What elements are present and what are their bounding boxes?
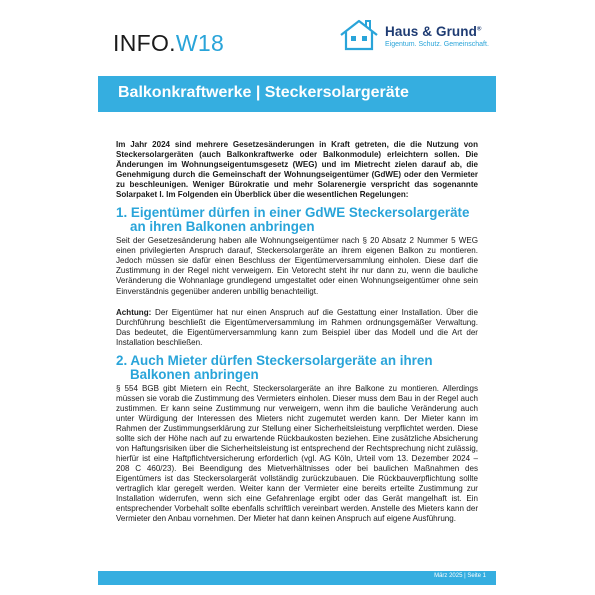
document-body <box>116 140 478 524</box>
house-outline-icon <box>338 18 382 52</box>
section-2-heading: 2. Auch Mieter dürfen Steckersolargeräte an ihren Balkonen anbringen <box>116 352 433 382</box>
page-info: März 2025 | Seite 1 <box>434 573 486 579</box>
document-code-prefix: INFO. <box>113 30 176 56</box>
section-2-paragraph: § 554 BGB gibt Mietern ein Recht, Steckersolargeräte an ihre Balkone zu montieren. Allerdings müssen sie vorab die Zustimmung des Vermieters einholen. Dieser muss dem Bau in der Regel auch zustimmen. Er kann seine Zustimmung nur verweigern, wenn ihm die bauliche Veränderung auch unter Würdigung der Interessen des Mieters nicht zugemutet werden kann. Der Mieter kann im Rahmen der Zustimmungserklärung zur Stellung einer Sicherheitsleistung verpflichtet werden. Diese sollte sich der Höhe nach auf zu erwartende Rückbaukosten beziehen. Eine zusätzliche Absicherung von Haftungsrisiken über die Sicherheitsleistung ist entsprechend der Rechtsprechung nicht zulässig, hierfür ist eine Haftpflichtversicherung erforderlich (vgl. AG Köln, Urteil vom 13. Dezember 2024 – 208 C 460/23). Bei Beendigung des Mietverhältnisses oder bei baulichen Maßnahmen des Eigentümers ist das Steckersolargerät vollständig zurückzubauen. Die Rückbauverpflichtung sollte vertraglich klar geregelt werden. Weiter kann der Vermieter eine bereits erteilte Zustimmung zur Installation widerrufen, wenn sich eine Gefahrenlage ergibt oder das Gerät mangelhaft ist. Ein entsprechender Vorbehalt sollte ebenfalls schriftlich vereinbart werden. Anstelle des Mieters kann der Vermieter den Anbau vornehmen. Der Mieter hat dann keinen Anspruch auf eigene Ausführung. <box>116 383 478 524</box>
section-1-note <box>116 308 478 348</box>
footer-banner <box>98 571 496 585</box>
section-1-paragraph: Seit der Gesetzesänderung haben alle Wohnungseigentümer nach § 20 Absatz 2 Nummer 5 WEG einen privilegierten Anspruch darauf, Steckersolargeräte an ihrem eigenen Balkon zu montieren. Jedoch müssen sie dafür einen Beschluss der Eigentümerversammlung einholen. Diese darf die Zustimmung in der Regel nicht verweigern. Ein Vetorecht steht ihr nur dann zu, wenn die bauliche Veränderung die Wohnanlage grundlegend umgestaltet oder einen Wohnungseigentümer ohne sein Einverständnis gegenüber anderen unbillig benachteiligt. <box>116 236 478 296</box>
registered-mark: ® <box>476 26 482 33</box>
brand-logo <box>338 18 498 54</box>
page-header <box>0 0 595 72</box>
document-code <box>113 30 224 57</box>
note-label: Achtung: <box>116 307 152 317</box>
title-banner <box>98 76 496 112</box>
brand-name: Haus & Grund® <box>385 24 482 39</box>
document-code-number: W18 <box>175 30 225 56</box>
document-title: Balkonkraftwerke | Steckersolargeräte <box>118 84 409 101</box>
intro-paragraph: Im Jahr 2024 sind mehrere Gesetzesänderungen in Kraft getreten, die die Nutzung von Steckersolargeräten (auch Balkonkraftwerke oder Balkonmodule) erleichtern sollen. Die Änderungen im Wohnungseigentumsgesetz (WEG) und im Mietrecht zielen darauf ab, die Genehmigung durch die Gemeinschaft der Wohnungseigentümer (GdWE) oder den Vermieter zu beschleunigen. Weniger Bürokratie und mehr Solarenergie verspricht das sogenannte Solarpaket I. Im Folgenden ein Überblick über die wesentlichen Regelungen: <box>116 140 478 200</box>
section-1-heading: 1. Eigentümer dürfen in einer GdWE Steckersolargeräte an ihren Balkonen anbringen <box>116 205 470 235</box>
note-text: Der Eigentümer hat nur einen Anspruch auf die Gestattung einer Installation. Über die Durchführung beschließt die Eigentümerversammlung im Rahmen ordnungsgemäßer Verwaltung. Das bedeutet, die Eigentümerversammlung kann zum Beispiel über das Modell und die Art der Installation beschließen. <box>116 307 478 347</box>
paragraph-gap <box>116 297 478 308</box>
brand-tagline: Eigentum. Schutz. Gemeinschaft. <box>385 41 489 48</box>
